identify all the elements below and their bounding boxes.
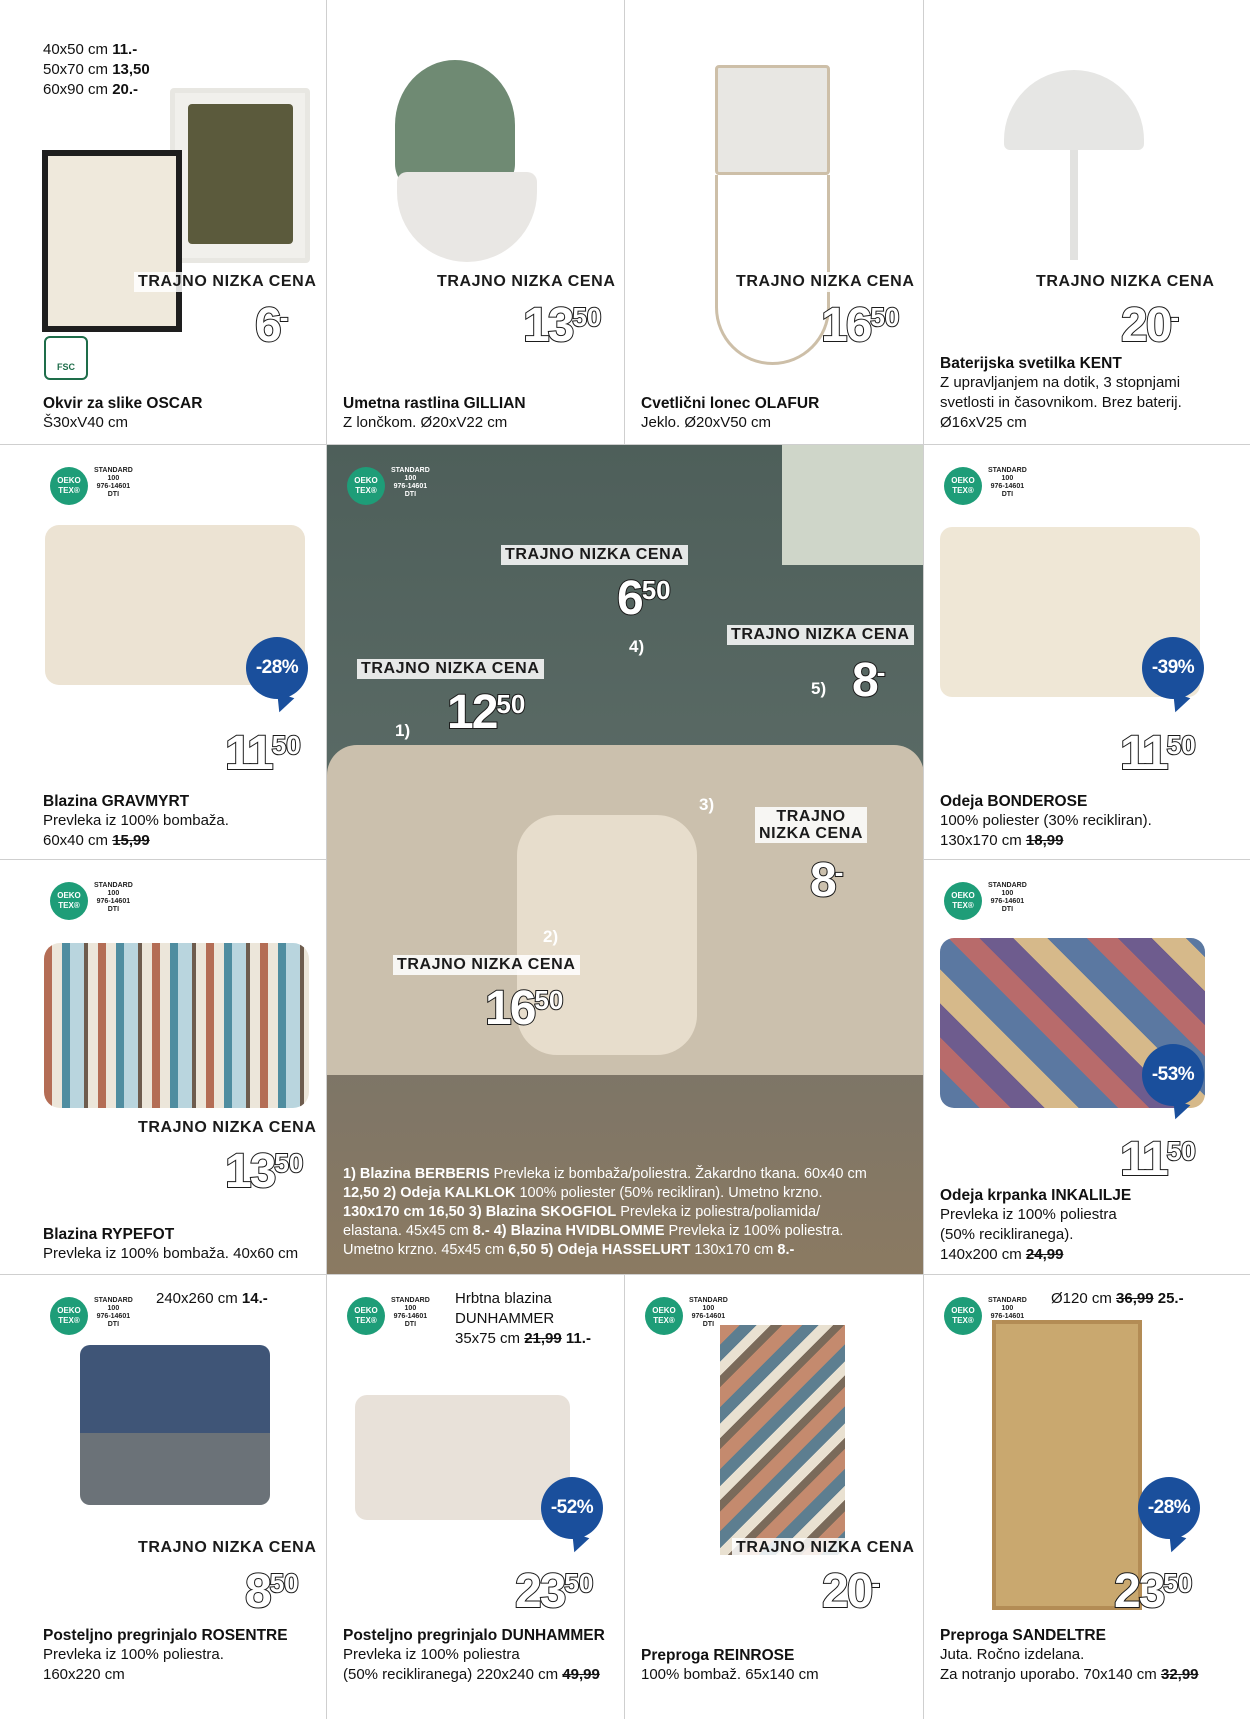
oeko-tex-icon: OEKO TEX® — [944, 1297, 982, 1335]
oeko-tex-icon: OEKO TEX® — [645, 1297, 683, 1335]
oeko-tex-logo: OEKO TEX® STANDARD 100 976-14601 DTI — [347, 465, 452, 510]
trajno-nizka-cena-tag: TRAJNO NIZKA CENA — [134, 272, 321, 292]
discount-badge: -39% — [1142, 637, 1204, 699]
trajno-nizka-cena-tag: TRAJNO NIZKA CENA — [732, 272, 919, 292]
discount-badge: -28% — [1138, 1477, 1200, 1539]
oeko-tex-logo: OEKO TEX® STANDARD 100 976-14601 DTI — [50, 880, 155, 925]
product-title: Posteljno pregrinjalo ROSENTRE — [43, 1627, 288, 1644]
price: 20- — [822, 1565, 881, 1618]
price-4: 650 — [617, 572, 671, 625]
oeko-tex-icon: OEKO TEX® — [50, 882, 88, 920]
trajno-nizka-cena-tag: TRAJNO NIZKA CENA — [357, 659, 544, 679]
oeko-tex-icon: OEKO TEX® — [347, 1297, 385, 1335]
product-cell-oscar[interactable] — [0, 0, 327, 445]
kilim-rug-image — [720, 1325, 845, 1555]
callout-4: 4) — [629, 637, 645, 656]
product-desc: 100% poliester (30% recikliran). 130x170 cm 18,99 — [940, 812, 1152, 849]
price: 1650 — [821, 299, 900, 352]
price: 1150 — [1120, 1133, 1196, 1186]
round-rug-size-price: Ø120 cm 36,99 25.- — [1051, 1290, 1184, 1307]
product-title: Blazina RYPEFOT — [43, 1226, 175, 1243]
frame-product-image-front — [42, 150, 182, 332]
product-desc: Z lončkom. Ø20xV22 cm — [343, 414, 508, 431]
striped-cushion-image — [44, 943, 309, 1108]
product-desc: Jeklo. Ø20xV50 cm — [641, 414, 772, 431]
price: 1350 — [225, 1145, 304, 1198]
trajno-nizka-cena-tag: TRAJNO NIZKA CENA — [393, 955, 580, 975]
set-description: 1) Blazina BERBERIS Prevleka iz bombaža/poliestra. Žakardno tkana. 60x40 cm 12,50 2) Odeja KALKLOK 100% poliester (50% recikliran). Umetno krzno. 130x170 cm 16,50 3) Blazina SKOGFIOL Prevleka iz poliestra/poliamida/ elastana. 45x45 cm 8.- 4) Blazina HVIDBLOMME Prevleka iz 100% poliestra. Umetno krzno. 45x45 cm 6,50 5) Odeja HASSELURT 130x170 cm 8.- — [343, 1166, 867, 1258]
price: 1350 — [523, 299, 602, 352]
oeko-tex-logo: OEKO TEX® STANDARD 100 976-14601 DTI — [944, 880, 1049, 925]
product-desc: 100% bombaž. 65x140 cm — [641, 1666, 819, 1683]
product-title: Okvir za slike OSCAR — [43, 395, 203, 412]
oeko-tex-logo: OEKO TEX® STANDARD 100 976-14601 DTI — [944, 465, 1049, 510]
price: 2350 — [1114, 1565, 1193, 1618]
oeko-tex-logo: OEKO TEX® STANDARD 100 976-14601 DTI — [50, 465, 155, 510]
callout-2: 2) — [543, 927, 559, 946]
trajno-nizka-cena-tag: TRAJNO NIZKA CENA — [433, 272, 620, 292]
oeko-tex-icon: OEKO TEX® — [944, 882, 982, 920]
product-cell-rypefot[interactable] — [0, 860, 327, 1275]
product-title: Umetna rastlina GILLIAN — [343, 395, 526, 412]
plant-pot-image — [715, 65, 830, 175]
trajno-nizka-cena-tag: TRAJNO NIZKA CENA — [727, 625, 914, 645]
product-desc: Z upravljanjem na dotik, 3 stopnjami svetlosti in časovnikom. Brez baterij. Ø16xV25 cm — [940, 374, 1182, 431]
product-desc: Prevleka iz 100% poliestra (50% recikliranega) 220x240 cm 49,99 — [343, 1646, 600, 1683]
oeko-tex-logo: OEKO TEX® STANDARD 100 976-14601 — [944, 1295, 1049, 1340]
price-3: 8- — [810, 854, 844, 907]
living-room-photo — [327, 445, 924, 1275]
product-desc: Juta. Ročno izdelana. Za notranjo uporabo. 70x140 cm 32,99 — [940, 1646, 1199, 1683]
product-title: Odeja krpanka INKALILJE — [940, 1187, 1132, 1204]
product-desc: Prevleka iz 100% poliestra. 160x220 cm — [43, 1646, 224, 1683]
pot-bowl-image — [397, 172, 537, 262]
oeko-tex-icon: OEKO TEX® — [50, 1297, 88, 1335]
oeko-tex-logo: OEKO TEX® STANDARD 100 976-14601 DTI — [645, 1295, 750, 1340]
product-cell-olafur[interactable] — [625, 0, 924, 445]
trajno-nizka-cena-tag: TRAJNO NIZKA CENA — [134, 1118, 321, 1138]
product-cell-gillian[interactable] — [327, 0, 625, 445]
oeko-tex-logo: OEKO TEX® STANDARD 100 976-14601 DTI — [50, 1295, 155, 1340]
product-cell-kent[interactable] — [924, 0, 1250, 445]
size-price-list: 40x50 cm 11.- 50x70 cm 13,50 60x90 cm 20.- — [43, 41, 150, 98]
cactus-plant-image — [395, 60, 515, 190]
product-title: Odeja BONDEROSE — [940, 793, 1088, 810]
product-cell-bonderose[interactable] — [924, 445, 1250, 860]
price-2: 1650 — [485, 982, 564, 1035]
ruffle-bedspread-image — [355, 1395, 570, 1520]
cushion-size-price: Hrbtna blazina DUNHAMMER 35x75 cm 21,99 11.- — [455, 1290, 591, 1347]
product-desc: Prevleka iz 100% poliestra (50% recikliranega). 140x200 cm 24,99 — [940, 1206, 1117, 1263]
trajno-nizka-cena-tag-split: TRAJNO NIZKA CENA — [755, 807, 867, 843]
discount-badge: -53% — [1142, 1044, 1204, 1106]
product-desc: Prevleka iz 100% bombaža. 40x60 cm — [43, 1245, 299, 1262]
price-5: 8- — [852, 654, 886, 707]
price: 6- — [255, 299, 289, 352]
trajno-nizka-cena-tag: TRAJNO NIZKA CENA — [501, 545, 688, 565]
lamp-shade-image — [1004, 70, 1144, 150]
price: 1150 — [1120, 727, 1196, 780]
size-price: 240x260 cm 14.- — [156, 1290, 268, 1307]
oeko-tex-logo: OEKO TEX® STANDARD 100 976-14601 DTI — [347, 1295, 452, 1340]
product-desc: Prevleka iz 100% bombaža. 60x40 cm 15,99 — [43, 812, 229, 849]
price: 2350 — [515, 1565, 594, 1618]
callout-5: 5) — [811, 679, 827, 698]
product-cell-reinrose[interactable] — [625, 1275, 924, 1719]
oeko-tex-icon: OEKO TEX® — [347, 467, 385, 505]
product-title: Baterijska svetilka KENT — [940, 355, 1122, 372]
fsc-logo-icon: FSC — [44, 336, 88, 380]
trajno-nizka-cena-tag: TRAJNO NIZKA CENA — [1032, 272, 1219, 292]
price: 1150 — [225, 727, 301, 780]
oeko-tex-icon: OEKO TEX® — [944, 467, 982, 505]
plant-stand-frame-image — [715, 175, 830, 365]
oeko-tex-icon: OEKO TEX® — [50, 467, 88, 505]
product-title: Blazina GRAVMYRT — [43, 793, 190, 810]
product-title: Cvetlični lonec OLAFUR — [641, 395, 820, 412]
price: 20- — [1121, 299, 1180, 352]
discount-badge: -28% — [246, 637, 308, 699]
product-desc: Š30xV40 cm — [43, 414, 129, 431]
discount-badge: -52% — [541, 1477, 603, 1539]
bedspread-image — [80, 1345, 270, 1505]
product-cell-gravmyrt[interactable] — [0, 445, 327, 860]
window-image — [782, 445, 924, 565]
product-cell-sandeltre[interactable] — [924, 1275, 1250, 1719]
product-cell-inkalilje[interactable] — [924, 860, 1250, 1275]
lamp-stem-image — [1070, 150, 1078, 260]
price: 850 — [245, 1565, 299, 1618]
trajno-nizka-cena-tag: TRAJNO NIZKA CENA — [134, 1538, 321, 1558]
product-title: Preproga SANDELTRE — [940, 1627, 1106, 1644]
product-title: Preproga REINROSE — [641, 1647, 795, 1664]
callout-1: 1) — [395, 721, 411, 740]
frame-art-leaf — [188, 104, 293, 244]
callout-3: 3) — [699, 795, 715, 814]
product-cell-rosentre[interactable] — [0, 1275, 327, 1719]
product-title: Posteljno pregrinjalo DUNHAMMER — [343, 1627, 605, 1644]
trajno-nizka-cena-tag: TRAJNO NIZKA CENA — [732, 1538, 919, 1558]
product-cell-dunhammer[interactable] — [327, 1275, 625, 1719]
price-1: 1250 — [447, 686, 526, 739]
